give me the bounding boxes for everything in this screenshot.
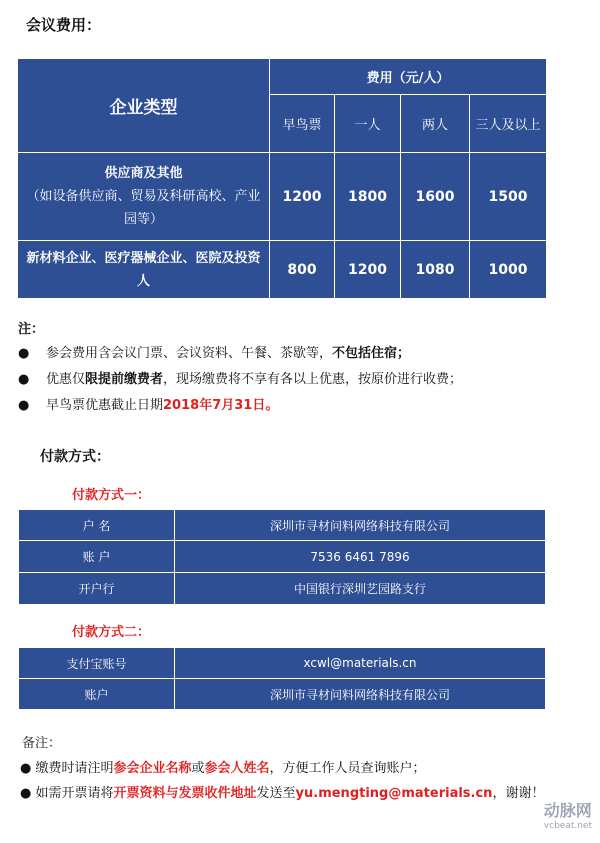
row-new-material-name	[18, 241, 270, 299]
note-text: ，现场缴费将不享有各以上优惠，按原价进行收费；	[163, 372, 463, 387]
note-item	[18, 394, 278, 413]
col-three-plus: 三人及以上	[470, 95, 547, 153]
bullet-icon: ●	[20, 761, 32, 776]
remark-text: 如需开票请将	[35, 786, 114, 801]
price-cell: 800	[270, 241, 335, 299]
note-item	[18, 368, 462, 387]
note-deadline: 2018年7月31日。	[163, 398, 279, 413]
remark-item	[20, 757, 426, 776]
payment-method2-title: 付款方式二：	[72, 625, 151, 640]
note-emphasis: 不包括住宿；	[332, 346, 411, 361]
remark-text: ，谢谢！	[492, 786, 545, 801]
price-cell: 1500	[470, 153, 547, 241]
fee-header: 费用（元/人）	[270, 59, 547, 95]
bullet-icon: ●	[18, 398, 30, 413]
payment-title: 付款方式：	[40, 449, 110, 465]
account-number-value: 7536 6461 7896	[175, 541, 546, 573]
account-name-label: 户 名	[19, 510, 175, 541]
col-two-persons: 两人	[401, 95, 470, 153]
bank-label: 开户行	[19, 573, 175, 605]
watermark-logo	[544, 798, 592, 831]
alipay-value: xcwl@materials.cn	[175, 648, 546, 679]
col-one-person: 一人	[335, 95, 401, 153]
alipay-account-value: 深圳市寻材问料网络科技有限公司	[175, 679, 546, 710]
note-emphasis: 限提前缴费者	[85, 372, 164, 387]
remark-text: 发送至	[256, 786, 296, 801]
invoice-email: yu.mengting@materials.cn	[295, 786, 493, 801]
price-cell: 1800	[335, 153, 401, 241]
bank-value: 中国银行深圳艺园路支行	[175, 573, 546, 605]
row-supplier-name-detail: （如设备供应商、贸易及科研高校、产业园等）	[26, 189, 261, 227]
price-cell: 1080	[401, 241, 470, 299]
bullet-icon: ●	[18, 372, 30, 387]
note-item	[18, 342, 410, 361]
watermark-brand: 动脉网	[543, 801, 592, 820]
remark-text: 或	[191, 761, 205, 776]
bullet-icon: ●	[20, 786, 32, 801]
col-early-bird: 早鸟票	[270, 95, 335, 153]
remark-emphasis: 参会企业名称	[113, 761, 192, 776]
account-number-label: 账 户	[19, 541, 175, 573]
remarks-title: 备注：	[22, 736, 62, 751]
payment-method2-table	[18, 647, 546, 710]
row-supplier-name-bold: 供应商及其他	[104, 166, 183, 181]
type-header: 企业类型	[18, 59, 270, 153]
note-text: 早鸟票优惠截止日期	[46, 398, 164, 413]
bullet-icon: ●	[18, 346, 30, 361]
alipay-account-label: 账户	[19, 679, 175, 710]
remark-emphasis: 开票资料与发票收件地址	[113, 786, 257, 801]
price-cell: 1200	[335, 241, 401, 299]
payment-method1-table	[18, 509, 546, 605]
remark-item	[20, 782, 544, 801]
remark-text: ，方便工作人员查询账户；	[269, 761, 426, 776]
fees-title: 会议费用：	[26, 16, 102, 34]
alipay-label: 支付宝账号	[19, 648, 175, 679]
row-supplier-name	[18, 153, 270, 241]
note-text: 优惠仅	[46, 372, 86, 387]
price-cell: 1600	[401, 153, 470, 241]
account-name-value: 深圳市寻材问料网络科技有限公司	[175, 510, 546, 541]
price-cell: 1000	[470, 241, 547, 299]
price-cell: 1200	[270, 153, 335, 241]
fee-table	[17, 58, 547, 299]
row-new-material-name-bold: 新材料企业、医疗器械企业、医院及投资人	[26, 250, 261, 289]
watermark-url: vcbeat.net	[543, 821, 592, 831]
remark-emphasis: 参会人姓名	[204, 761, 270, 776]
notes-title: 注：	[18, 322, 45, 337]
payment-method1-title: 付款方式一：	[72, 488, 151, 503]
remark-text: 缴费时请注明	[35, 761, 114, 776]
note-text: 参会费用含会议门票、会议资料、午餐、茶歇等，	[46, 346, 333, 361]
